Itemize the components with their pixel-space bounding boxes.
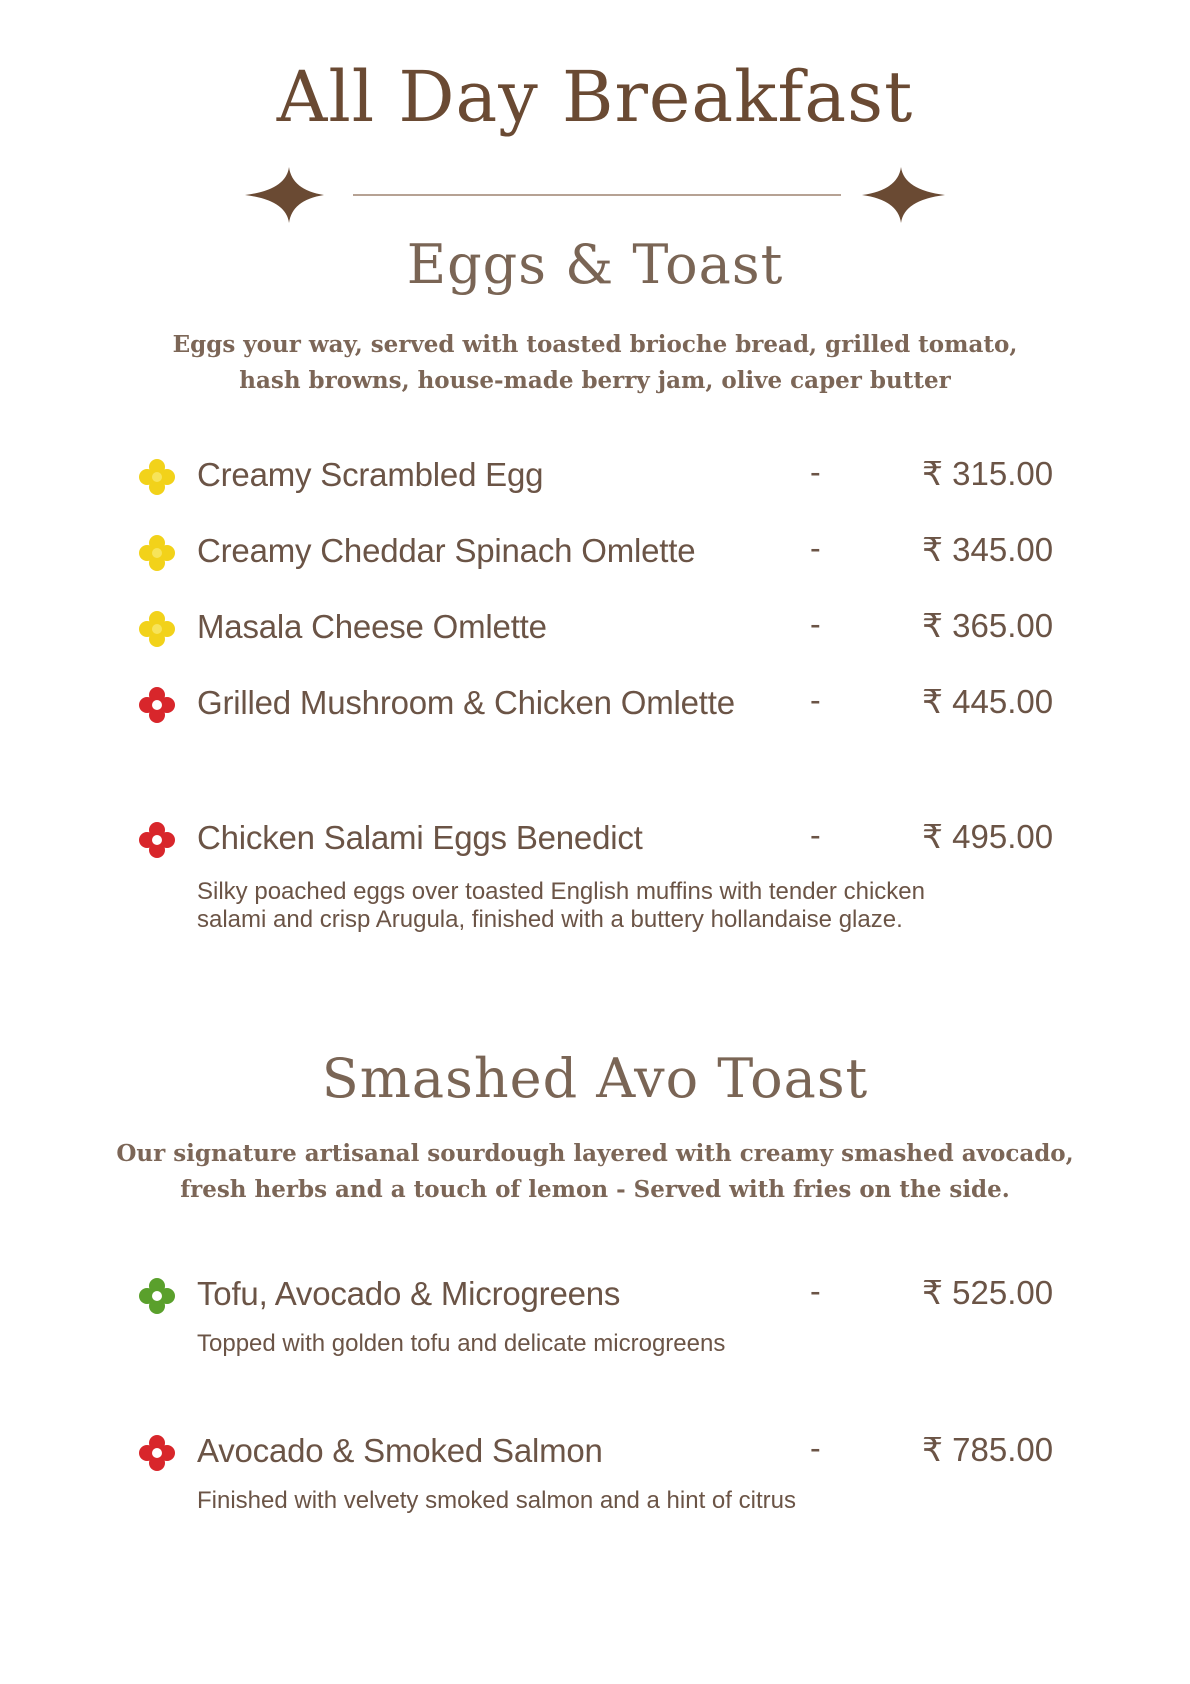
sparkle-icon-right [862, 167, 945, 223]
red-flower-icon [137, 685, 177, 725]
menu-item [0, 680, 1190, 726]
item-name: Grilled Mushroom & Chicken Omlette [197, 684, 735, 721]
menu-item [0, 1271, 1190, 1317]
menu-item [0, 528, 1190, 574]
item-separator: - [810, 454, 821, 490]
section-title-smashed-avo-toast: Smashed Avo Toast [321, 1047, 869, 1110]
red-flower-icon [137, 1433, 177, 1473]
item-separator: - [810, 1430, 821, 1466]
item-description: Topped with golden tofu and delicate microgreens [197, 1330, 726, 1357]
item-separator: - [810, 682, 821, 718]
item-price: ₹ 445.00 [922, 683, 1054, 720]
item-price: ₹ 495.00 [922, 818, 1054, 855]
item-name: Creamy Cheddar Spinach Omlette [197, 532, 696, 569]
item-name: Masala Cheese Omlette [197, 608, 547, 645]
item-name: Tofu, Avocado & Microgreens [197, 1275, 621, 1312]
section-description-line: hash browns, house-made berry jam, olive caper butter [239, 367, 951, 394]
decorative-divider [245, 160, 945, 230]
red-flower-icon [137, 820, 177, 860]
yellow-flower-icon [137, 533, 177, 573]
menu-item [0, 452, 1190, 498]
item-name: Avocado & Smoked Salmon [197, 1432, 603, 1469]
page-title: All Day Breakfast [276, 56, 914, 138]
menu-item [0, 604, 1190, 650]
yellow-flower-icon [137, 609, 177, 649]
item-separator: - [810, 530, 821, 566]
item-description [197, 878, 925, 934]
green-flower-icon [137, 1276, 177, 1316]
item-price: ₹ 525.00 [922, 1274, 1054, 1311]
item-description-line: Silky poached eggs over toasted English muffins with tender chicken [197, 878, 925, 905]
item-description: Finished with velvety smoked salmon and a hint of citrus [197, 1487, 796, 1514]
menu-item [0, 815, 1190, 861]
item-separator: - [810, 1273, 821, 1309]
item-price: ₹ 345.00 [922, 531, 1054, 568]
menu-item [0, 1428, 1190, 1474]
yellow-flower-icon [137, 457, 177, 497]
section-description-line: Our signature artisanal sourdough layered with creamy smashed avocado, [116, 1140, 1074, 1167]
section-description-line: Eggs your way, served with toasted brioche bread, grilled tomato, [172, 331, 1018, 358]
section-description [0, 327, 1190, 399]
item-price: ₹ 315.00 [922, 455, 1054, 492]
section-description [0, 1136, 1190, 1208]
item-separator: - [810, 817, 821, 853]
section-description-line: fresh herbs and a touch of lemon - Served with fries on the side. [180, 1176, 1010, 1203]
sparkle-icon-left [245, 167, 324, 223]
item-price: ₹ 365.00 [922, 607, 1054, 644]
item-separator: - [810, 606, 821, 642]
section-title-eggs-toast: Eggs & Toast [406, 233, 784, 296]
item-price: ₹ 785.00 [922, 1431, 1054, 1468]
item-name: Creamy Scrambled Egg [197, 456, 544, 493]
item-description-line: salami and crisp Arugula, finished with a buttery hollandaise glaze. [197, 906, 903, 933]
item-name: Chicken Salami Eggs Benedict [197, 819, 643, 856]
